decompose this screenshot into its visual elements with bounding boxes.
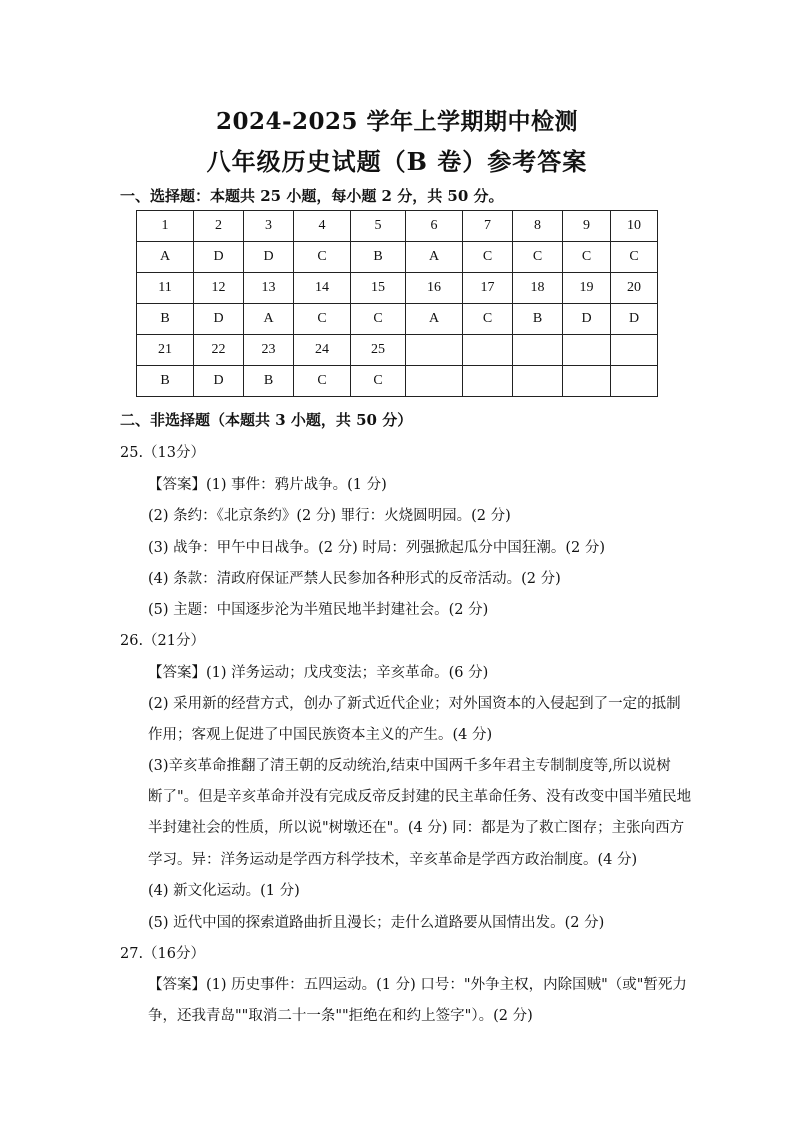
table-cell: B	[513, 304, 563, 335]
table-row	[137, 366, 658, 397]
table-cell: A	[406, 304, 463, 335]
table-cell: D	[611, 304, 658, 335]
table-cell: B	[351, 242, 406, 273]
table-cell: 3	[244, 211, 294, 242]
question-26-number: 26.（21分）	[120, 633, 206, 649]
table-cell: 10	[611, 211, 658, 242]
table-cell: 25	[351, 335, 406, 366]
q26-line: (2) 采用新的经营方式，创办了新式近代企业；对外国资本的入侵起到了一定的抵制	[148, 696, 681, 712]
q26-line: 作用；客观上促进了中国民族资本主义的产生。(4 分)	[148, 727, 493, 743]
table-cell: 17	[463, 273, 513, 304]
q26-line: 半封建社会的性质，所以说"树墩还在"。(4 分) 同：都是为了救亡图存；主张向西方	[148, 820, 685, 836]
table-cell: 4	[294, 211, 351, 242]
table-cell: 13	[244, 273, 294, 304]
table-cell: C	[463, 304, 513, 335]
table-cell	[463, 335, 513, 366]
q25-line: (3) 战争：甲午中日战争。(2 分) 时局：列强掀起瓜分中国狂潮。(2 分)	[148, 540, 606, 556]
table-cell: 11	[137, 273, 194, 304]
table-cell: D	[194, 304, 244, 335]
table-cell: B	[137, 304, 194, 335]
table-cell	[513, 335, 563, 366]
q26-line: 【答案】(1) 洋务运动；戊戌变法；辛亥革命。(6 分)	[148, 665, 489, 681]
table-row	[137, 211, 658, 242]
table-cell: C	[513, 242, 563, 273]
table-cell	[563, 366, 611, 397]
table-cell: C	[351, 304, 406, 335]
table-cell	[611, 335, 658, 366]
answer-table	[136, 210, 658, 397]
table-cell: 23	[244, 335, 294, 366]
table-row	[137, 304, 658, 335]
table-cell: B	[137, 366, 194, 397]
q25-line: (4) 条款：清政府保证严禁人民参加各种形式的反帝活动。(2 分)	[148, 571, 561, 587]
section-1-heading: 一、选择题：本题共 25 小题，每小题 2 分，共 50 分。	[120, 187, 504, 205]
table-cell: 18	[513, 273, 563, 304]
table-cell: D	[244, 242, 294, 273]
table-cell	[611, 366, 658, 397]
table-row	[137, 273, 658, 304]
q26-line: (3)辛亥革命推翻了清王朝的反动统治,结束中国两千多年君主专制制度等,所以说树	[148, 758, 671, 774]
title-line-2: 八年级历史试题（B 卷）参考答案	[206, 147, 588, 176]
table-cell	[406, 366, 463, 397]
table-cell: D	[194, 366, 244, 397]
table-cell: B	[244, 366, 294, 397]
table-cell	[463, 366, 513, 397]
q25-line: (5) 主题：中国逐步沦为半殖民地半封建社会。(2 分)	[148, 602, 489, 618]
table-cell: 5	[351, 211, 406, 242]
table-cell: 20	[611, 273, 658, 304]
table-cell: C	[463, 242, 513, 273]
table-cell	[406, 335, 463, 366]
table-cell: 14	[294, 273, 351, 304]
table-row	[137, 335, 658, 366]
table-cell: 16	[406, 273, 463, 304]
table-cell: 24	[294, 335, 351, 366]
table-cell	[563, 335, 611, 366]
table-cell: 9	[563, 211, 611, 242]
q27-line: 争，还我青岛""取消二十一条""拒绝在和约上签字"）。(2 分)	[148, 1008, 533, 1024]
q26-line: 断了"。但是辛亥革命并没有完成反帝反封建的民主革命任务、没有改变中国半殖民地	[148, 789, 692, 805]
table-cell: C	[294, 366, 351, 397]
table-cell: C	[563, 242, 611, 273]
table-cell: 22	[194, 335, 244, 366]
section-2-heading: 二、非选择题（本题共 3 小题，共 50 分）	[120, 411, 413, 429]
table-cell: D	[563, 304, 611, 335]
q26-line: (5) 近代中国的探索道路曲折且漫长；走什么道路要从国情出发。(2 分)	[148, 915, 605, 931]
table-cell: A	[244, 304, 294, 335]
table-cell: A	[137, 242, 194, 273]
table-cell: 1	[137, 211, 194, 242]
table-cell: 6	[406, 211, 463, 242]
q26-line: (4) 新文化运动。(1 分)	[148, 883, 300, 899]
title-line-1: 2024-2025 学年上学期期中检测	[215, 108, 579, 135]
table-cell: A	[406, 242, 463, 273]
table-cell: C	[611, 242, 658, 273]
q25-line: 【答案】(1) 事件：鸦片战争。(1 分)	[148, 477, 387, 493]
table-cell: C	[294, 304, 351, 335]
table-cell: 2	[194, 211, 244, 242]
table-cell: C	[294, 242, 351, 273]
q25-line: (2) 条约：《北京条约》(2 分) 罪行：火烧圆明园。(2 分)	[148, 508, 511, 524]
table-cell: 19	[563, 273, 611, 304]
table-cell: 12	[194, 273, 244, 304]
table-row	[137, 242, 658, 273]
table-cell: 15	[351, 273, 406, 304]
table-cell: D	[194, 242, 244, 273]
question-27-number: 27.（16分）	[120, 946, 206, 962]
question-25-number: 25.（13分）	[120, 445, 206, 461]
table-cell: C	[351, 366, 406, 397]
table-cell: 7	[463, 211, 513, 242]
table-cell: 8	[513, 211, 563, 242]
q26-line: 学习。异：洋务运动是学西方科学技术，辛亥革命是学西方政治制度。(4 分)	[148, 852, 638, 868]
q27-line: 【答案】(1) 历史事件：五四运动。(1 分) 口号："外争主权，内除国贼"（或"暂死力	[148, 977, 687, 993]
table-cell	[513, 366, 563, 397]
table-cell: 21	[137, 335, 194, 366]
